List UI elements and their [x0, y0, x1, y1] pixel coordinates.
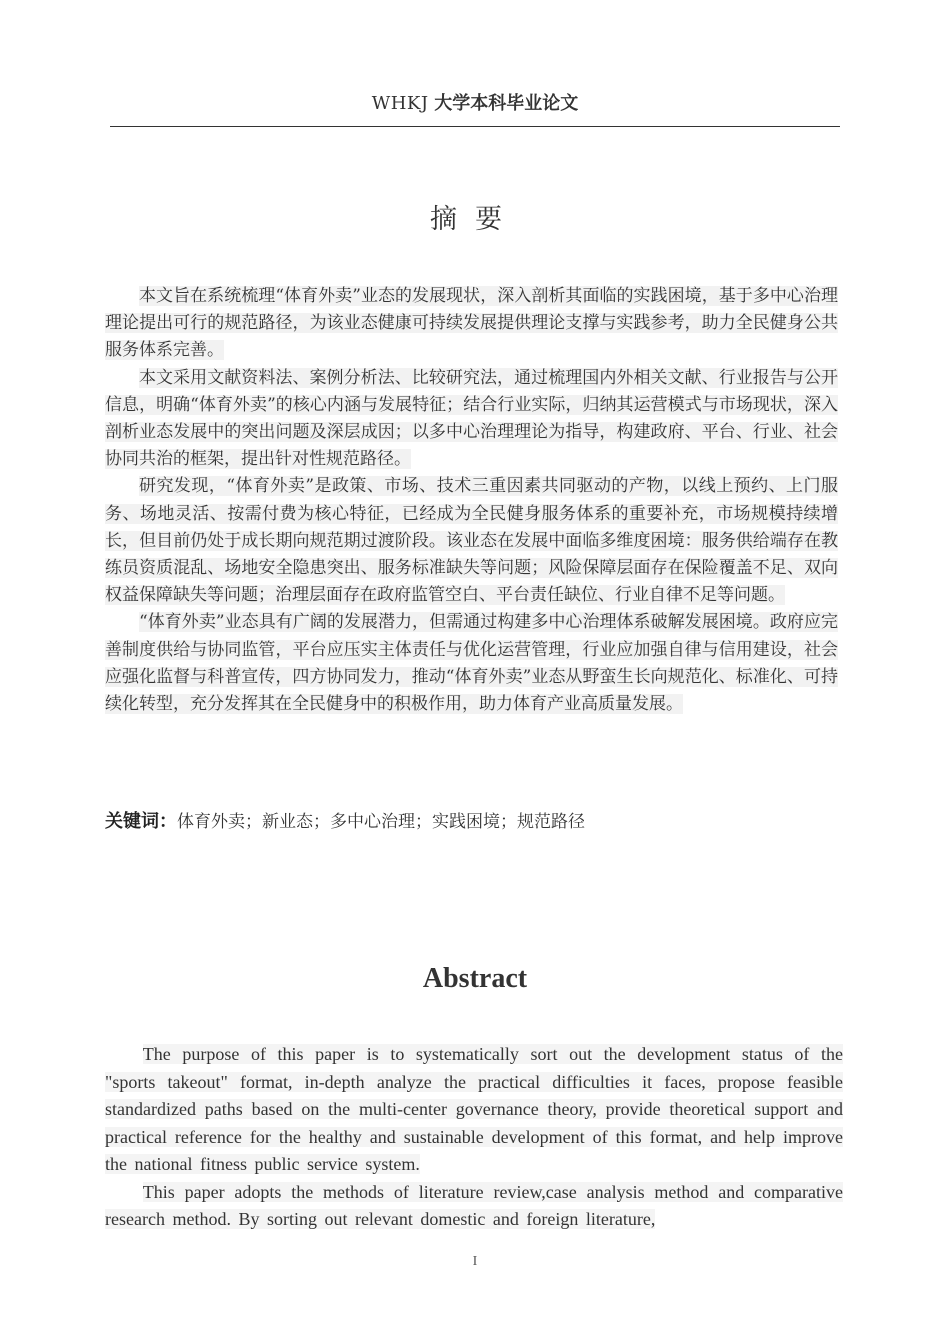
header-university-title: 大学本科毕业论文: [434, 93, 579, 114]
keywords-text: 体育外卖；新业态；多中心治理；实践困境；规范路径: [177, 812, 585, 832]
paragraph-text: This paper adopts the methods of literature review,case analysis method and comparative research method. By sorting out relevant domestic and foreign literature,: [105, 1181, 843, 1229]
chinese-abstract-paragraph: [105, 473, 838, 609]
paragraph-text: 本文旨在系统梳理“体育外卖”业态的发展现状，深入剖析其面临的实践困境，基于多中心治理理论提出可行的规范路径，为该业态健康可持续发展提供理论支撑与实践参考，助力全民健身公共服务体系完善。: [105, 286, 838, 361]
chinese-abstract-paragraph: [105, 365, 838, 474]
keywords-line: [105, 808, 838, 836]
paragraph-text: “体育外卖”业态具有广阔的发展潜力，但需通过构建多中心治理体系破解发展困境。政府应完善制度供给与协同监管，平台应压实主体责任与优化运营管理，行业应加强自律与信用建设，社会应强化监督与科普宣传，四方协同发力，推动“体育外卖”业态从野蛮生长向规范化、标准化、可持续化转型，充分发挥其在全民健身中的积极作用，助力体育产业高质量发展。: [105, 612, 838, 715]
page-number: I: [472, 1254, 478, 1269]
header-prefix: WHKJ: [371, 93, 429, 114]
english-abstract-body: [105, 1041, 843, 1234]
chinese-abstract-title: 摘要: [430, 204, 520, 235]
page-header: [110, 92, 840, 127]
paragraph-text: 本文采用文献资料法、案例分析法、比较研究法，通过梳理国内外相关文献、行业报告与公开信息，明确“体育外卖”的核心内涵与发展特征；结合行业实际，归纳其运营模式与市场现状，深入剖析业态发展中的突出问题及深层成因；以多中心治理理论为指导，构建政府、平台、行业、社会协同共治的框架，提出针对性规范路径。: [105, 367, 838, 470]
chinese-abstract-paragraph: [105, 283, 838, 365]
english-abstract-paragraph: [105, 1179, 843, 1234]
paragraph-text: 研究发现，“体育外卖”是政策、市场、技术三重因素共同驱动的产物，以线上预约、上门服务、场地灵活、按需付费为核心特征，已经成为全民健身服务体系的重要补充，市场规模持续增长，但目前仍处于成长期向规范期过渡阶段。该业态在发展中面临多维度困境：服务供给端存在教练员资质混乱、场地安全隐患突出、服务标准缺失等问题；风险保障层面存在保险覆盖不足、双向权益保障缺失等问题；治理层面存在政府监管空白、平台责任缺位、行业自律不足等问题。: [105, 476, 838, 606]
english-abstract-paragraph: [105, 1041, 843, 1179]
paragraph-text: The purpose of this paper is to systematically sort out the development status of the "sports takeout" format, in-depth analyze the practical difficulties it faces, propose feasible standardized paths based on the multi-center governance theory, provide theoretical support and practical reference for the healthy and sustainable development of this format, and help improve the national fitness public service system.: [105, 1044, 843, 1174]
english-abstract-title: Abstract: [422, 963, 528, 994]
chinese-abstract-body: [105, 283, 838, 718]
keywords-label: 关键词：: [105, 811, 177, 832]
chinese-abstract-paragraph: [105, 609, 838, 718]
